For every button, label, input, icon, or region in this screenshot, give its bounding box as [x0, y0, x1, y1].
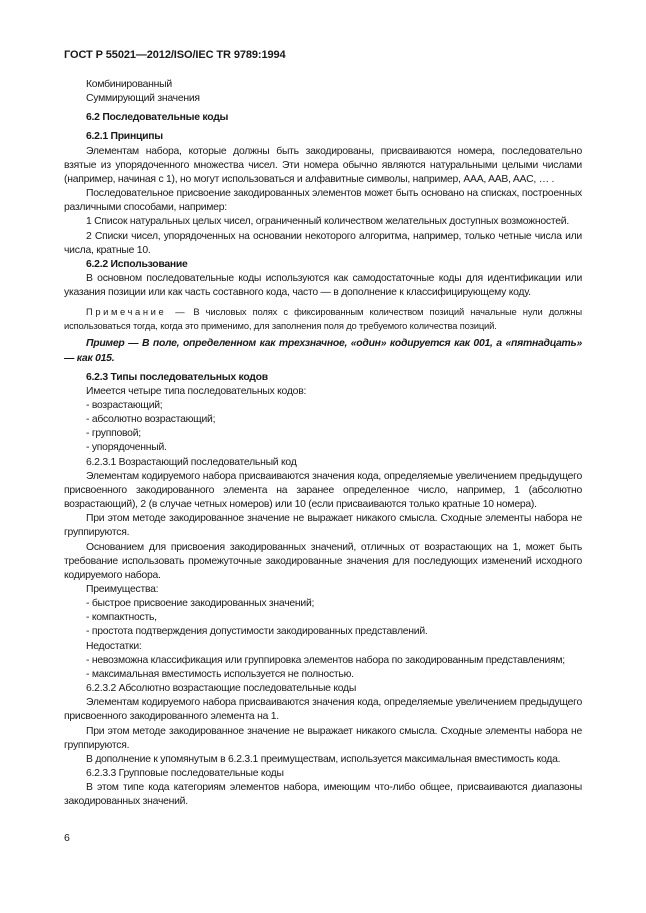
paragraph: 2 Списки чисел, упорядоченных на основании некоторого алгоритма, например, только четные числа или числа, кратные 10. [64, 230, 582, 256]
paragraph: Элементам кодируемого набора присваиваются значения кода, определяемые увеличением предыдущего присвоенного закодированного элемента на заранее определенное число, например, 1 (абсолютно возрастающий), 2 (в случае четных номеров) или 10 (если присваиваются только кратные 10 номера). [64, 470, 582, 511]
paragraph: В этом типе кода категориям элементов набора, имеющим что-либо общее, присваиваются диапазоны закодированных значений. [64, 782, 582, 808]
paragraph: Недостатки: [86, 640, 142, 652]
paragraph: При этом методе закодированное значение не выражает никакого смысла. Сходные элементы набора не группируются. [64, 725, 582, 751]
paragraph: В основном последовательные коды используются как самодостаточные коды для идентификации или указания позиции или как часть составного кода, часто — в дополнение к классифицирующему коду. [64, 273, 582, 299]
page-number: 6 [64, 832, 70, 844]
example: Пример — В поле, определенном как трехзначное, «один» кодируется как 001, а «пятнадцать» — как 015. [64, 338, 582, 364]
paragraph: Последовательное присвоение закодированных элементов может быть основано на списках, построенных различными способами, например: [64, 188, 582, 214]
list-item: - максимальная вместимость используется не полностью. [86, 668, 354, 680]
list-item: - групповой; [86, 428, 141, 440]
paragraph: Элементам набора, которые должны быть закодированы, присваиваются номера, последовательно взятые из упорядоченного множества чисел. Эти номера обычно являются натуральными целыми числами (например, начиная с 1), но могут использоваться и алфавитные символы, например, AAA, AAB, AAC, … . [64, 145, 582, 185]
paragraph: Имеется четыре типа последовательных кодов: [86, 385, 307, 397]
document-header: ГОСТ Р 55021—2012/ISO/IEC TR 9789:1994 [64, 49, 286, 61]
list-item: - невозможна классификация или группировка элементов набора по закодированным представлениям; [86, 654, 565, 666]
note-label: Примечание — [86, 306, 188, 318]
list-item: - быстрое присвоение закодированных значений; [86, 598, 315, 610]
paragraph: В дополнение к упомянутым в 6.2.3.1 преимуществам, используется максимальная вместимость кода. [86, 753, 561, 765]
note-text: В числовых полях с фиксированным количеством позиций начальные нули должны использоваться тогда, когда это применимо, для заполнения поля до требуемого количества позиций. [64, 306, 582, 331]
list-item: - компактность, [86, 612, 157, 624]
document-body [64, 78, 582, 810]
subsection-heading-6-2-3-2: 6.2.3.2 Абсолютно возрастающие последовательные коды [86, 683, 357, 695]
section-heading-6-2: 6.2 Последовательные коды [86, 112, 229, 124]
list-item: - абсолютно возрастающий; [86, 414, 216, 426]
subsection-heading-6-2-3-1: 6.2.3.1 Возрастающий последовательный код [86, 456, 297, 468]
paragraph: Преимущества: [86, 584, 159, 595]
list-line: Комбинированный [86, 79, 172, 90]
paragraph: 1 Список натуральных целых чисел, ограниченный количеством желательных доступных возможностей. [86, 216, 569, 228]
list-line: Суммирующий значения [86, 93, 200, 105]
subsection-heading-6-2-2: 6.2.2 Использование [86, 258, 188, 270]
note [64, 305, 582, 332]
paragraph: Элементам кодируемого набора присваиваются значения кода, определяемые увеличением предыдущего присвоенного закодированного элемента на 1. [64, 697, 582, 723]
subsection-heading-6-2-1: 6.2.1 Принципы [86, 131, 163, 143]
list-item: - упорядоченный. [86, 442, 167, 454]
paragraph: При этом методе закодированное значение не выражает никакого смысла. Сходные элементы набора не группируются. [64, 513, 582, 539]
paragraph: Основанием для присвоения закодированных значений, отличных от возрастающих на 1, может быть требование использовать промежуточные закодированные значения для последующих изменений исходного кодируемого набора. [64, 541, 582, 581]
list-item: - возрастающий; [86, 399, 163, 411]
subsection-heading-6-2-3: 6.2.3 Типы последовательных кодов [86, 371, 268, 383]
list-item: - простота подтверждения допустимости закодированных представлений. [86, 626, 428, 638]
subsection-heading-6-2-3-3: 6.2.3.3 Групповые последовательные коды [86, 768, 284, 780]
